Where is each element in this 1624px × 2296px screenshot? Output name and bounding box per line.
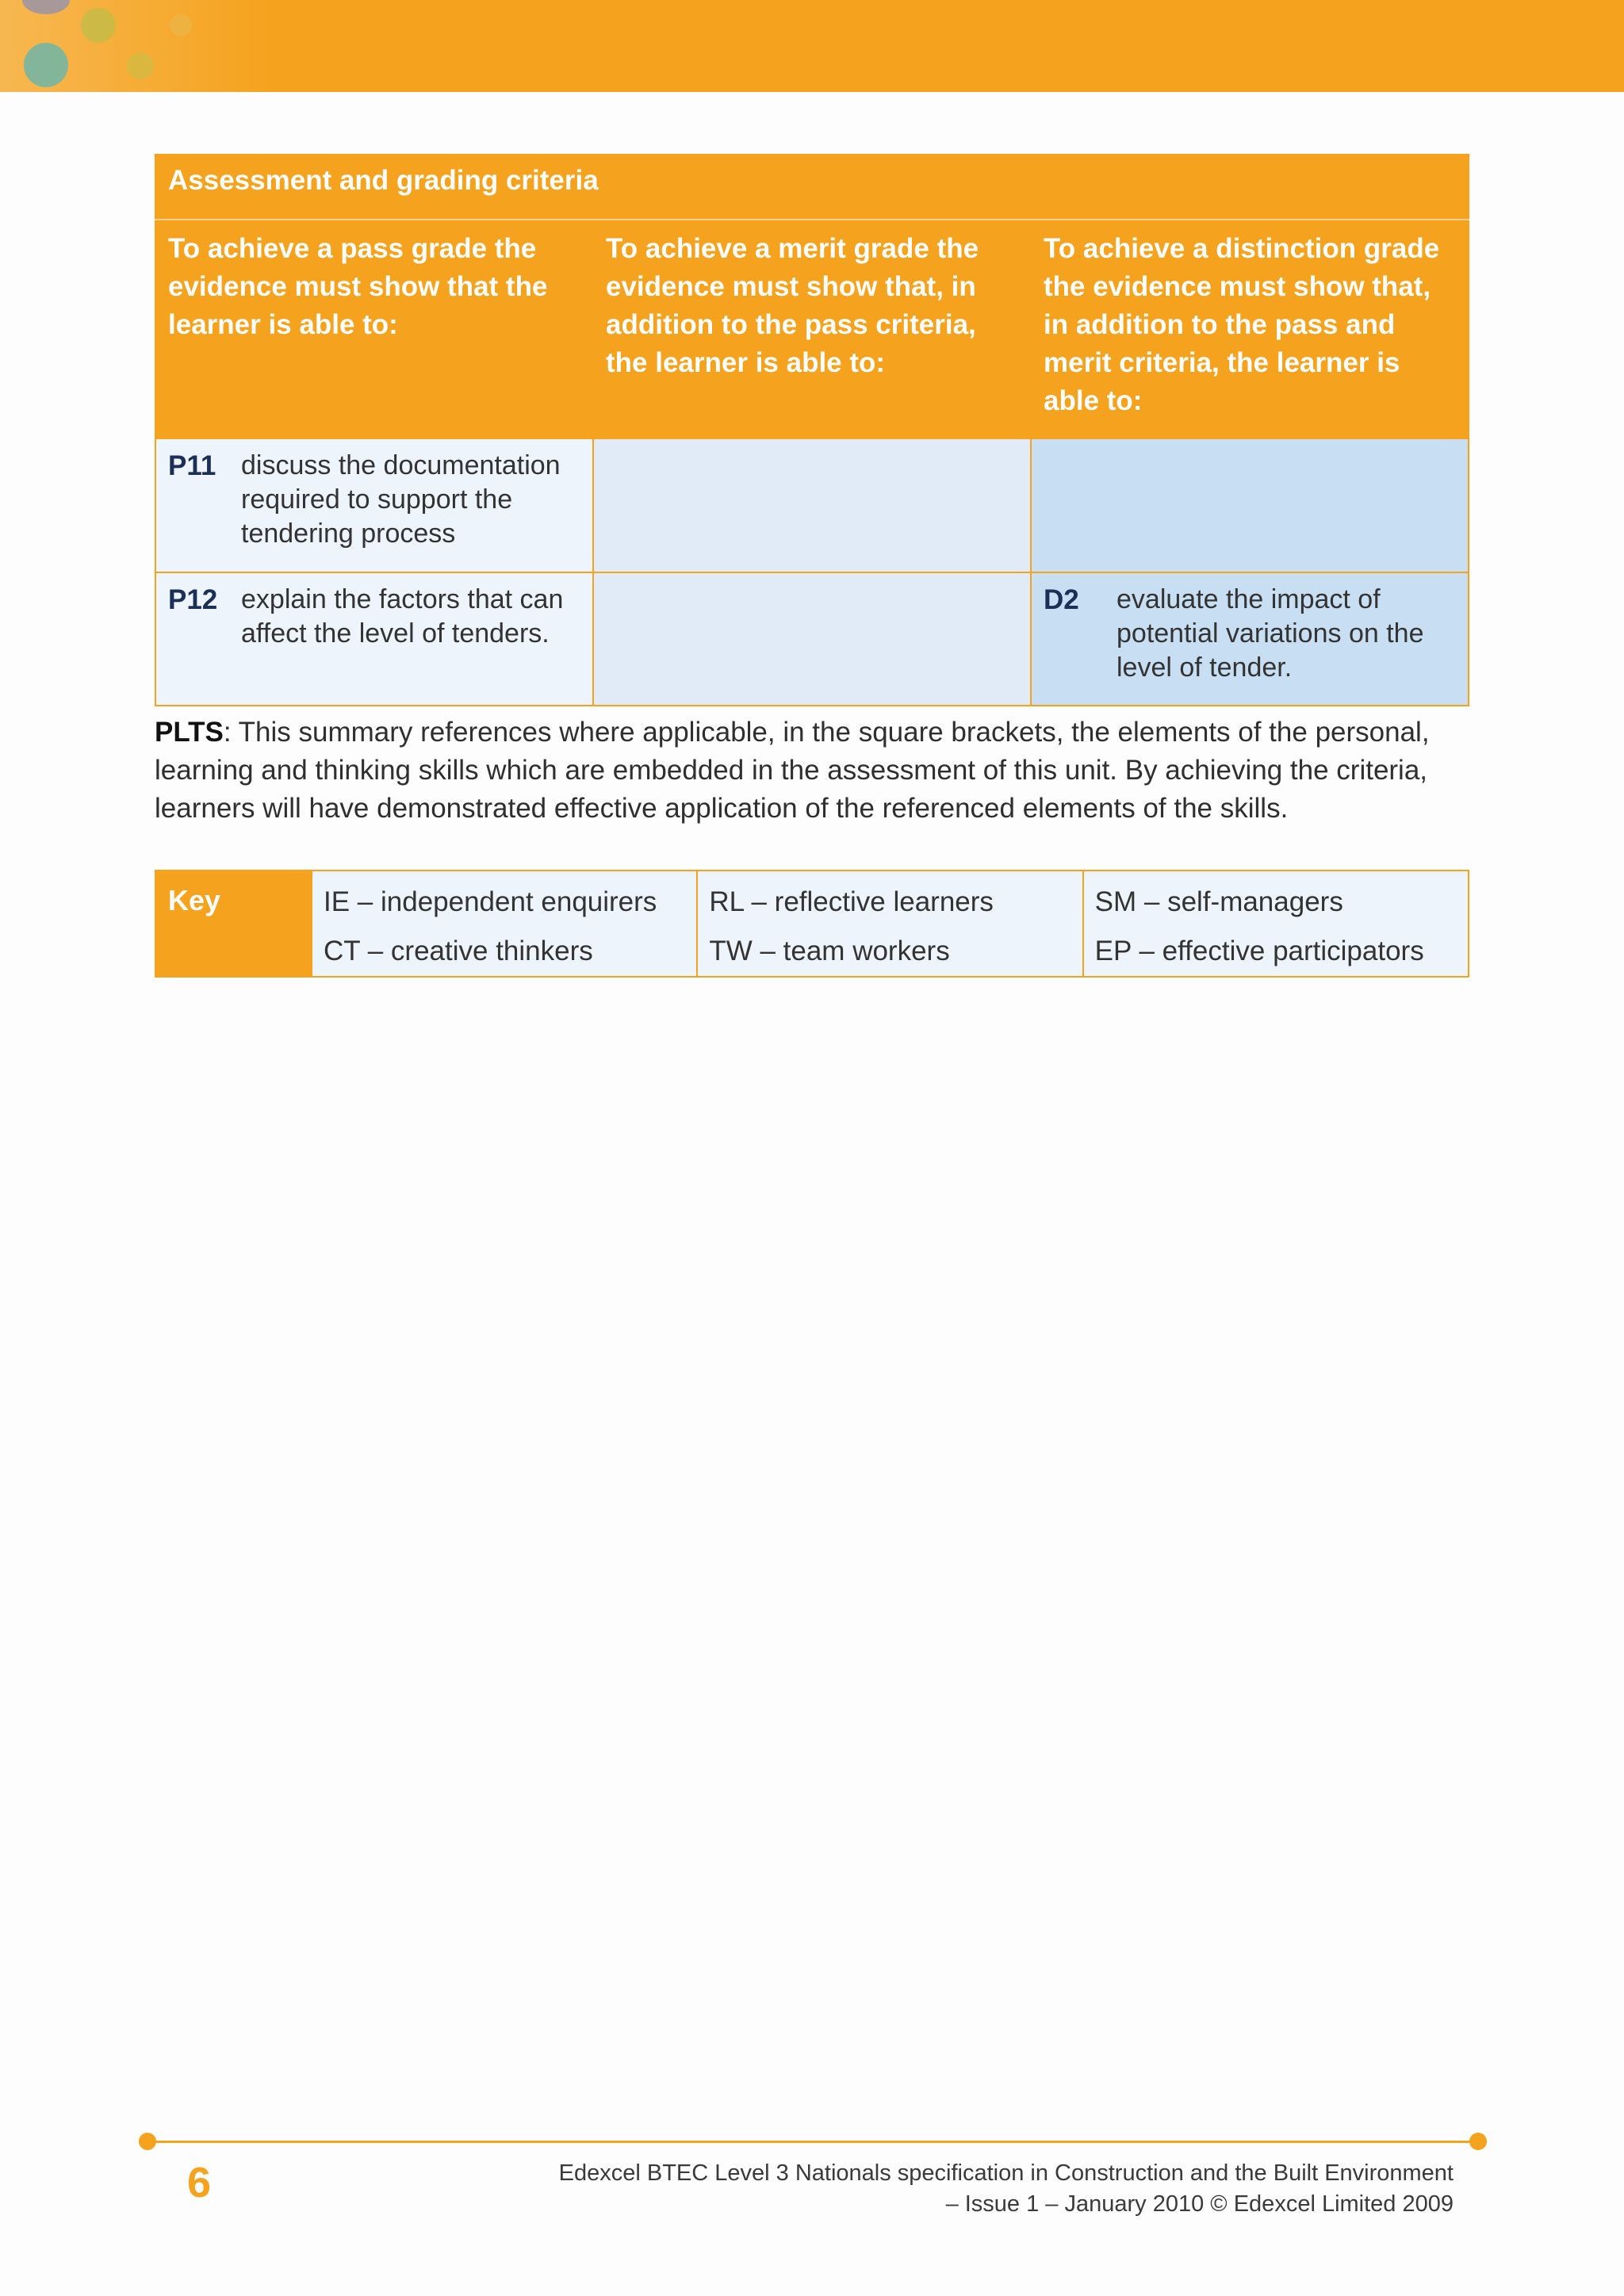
pass-cell bbox=[155, 438, 593, 572]
distinction-column-header: To achieve a distinction grade the evidence must show that, in addition to the pass and merit criteria, the learner is able to: bbox=[1031, 220, 1469, 438]
footer-citation bbox=[502, 2158, 1454, 2220]
key-entry: TW – team workers bbox=[709, 936, 950, 966]
pass-cell bbox=[155, 572, 593, 706]
criterion-text: explain the factors that can affect the level of tenders. bbox=[241, 584, 564, 649]
plts-label: PLTS bbox=[155, 717, 224, 748]
decorative-dot bbox=[127, 52, 154, 79]
decorative-dots bbox=[0, 0, 270, 92]
decorative-dot bbox=[24, 43, 68, 87]
criterion-text: evaluate the impact of potential variations on the level of tender. bbox=[1116, 584, 1424, 683]
distinction-cell bbox=[1031, 438, 1469, 572]
decorative-dot bbox=[81, 8, 116, 43]
decorative-dot bbox=[170, 14, 192, 36]
criterion-text: discuss the documentation required to support the tendering process bbox=[241, 450, 561, 549]
table-row bbox=[155, 572, 1469, 706]
footer-rule-dot bbox=[139, 2133, 156, 2150]
plts-paragraph bbox=[155, 714, 1487, 828]
footer-line-1: Edexcel BTEC Level 3 Nationals specification in Construction and the Built Environment bbox=[558, 2160, 1454, 2186]
key-label: Key bbox=[155, 871, 312, 977]
criterion-code: P12 bbox=[168, 584, 218, 615]
plts-key-table bbox=[155, 870, 1469, 978]
page-number: 6 bbox=[187, 2159, 212, 2206]
key-entry: RL – reflective learners bbox=[709, 886, 994, 917]
pass-column-header: To achieve a pass grade the evidence must show that the learner is able to: bbox=[155, 220, 593, 438]
footer-rule bbox=[147, 2141, 1478, 2143]
decorative-dot bbox=[22, 0, 70, 14]
key-column bbox=[1083, 871, 1469, 977]
key-column bbox=[697, 871, 1082, 977]
table-title: Assessment and grading criteria bbox=[155, 155, 1469, 220]
plts-text: : This summary references where applicable, in the square brackets, the elements of the personal, learning and thinking skills which are embedded in the assessment of this unit. By achieving the criteria, learners will have demonstrated effective application of the referenced elements of the skills. bbox=[155, 717, 1430, 824]
table-row bbox=[155, 438, 1469, 572]
key-column bbox=[312, 871, 697, 977]
key-entry: EP – effective participators bbox=[1094, 936, 1424, 966]
criterion-code: P11 bbox=[168, 450, 216, 481]
key-entry: SM – self-managers bbox=[1094, 886, 1343, 917]
key-entry: CT – creative thinkers bbox=[324, 936, 593, 966]
distinction-cell bbox=[1031, 572, 1469, 706]
footer-line-2: – Issue 1 – January 2010 © Edexcel Limited 2009 bbox=[945, 2191, 1454, 2217]
footer-rule-dot bbox=[1469, 2133, 1487, 2150]
assessment-criteria-table bbox=[155, 154, 1469, 706]
merit-cell bbox=[593, 438, 1031, 572]
criterion-code: D2 bbox=[1044, 584, 1079, 615]
key-entry: IE – independent enquirers bbox=[324, 886, 657, 917]
merit-cell bbox=[593, 572, 1031, 706]
merit-column-header: To achieve a merit grade the evidence must show that, in addition to the pass criteria, the learner is able to: bbox=[593, 220, 1031, 438]
header-band bbox=[0, 0, 1624, 92]
